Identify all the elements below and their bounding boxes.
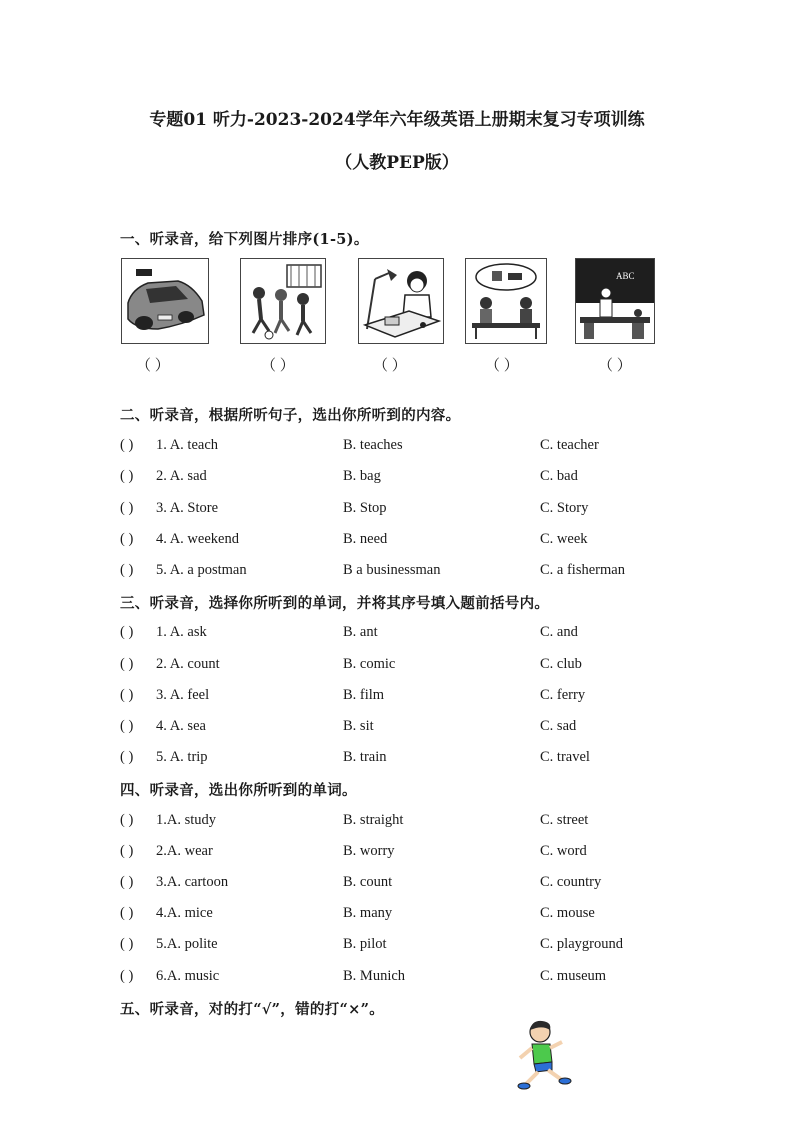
option-b: B. straight — [343, 812, 404, 828]
section2-heading: 二、听录音，根据所听句子，选出你所听到的内容。 — [120, 407, 461, 424]
option-a: 2. A. count — [156, 656, 220, 672]
answer-paren[interactable]: ( ) — [120, 874, 134, 890]
answer-paren[interactable]: ( ) — [120, 968, 134, 984]
question-row — [120, 936, 680, 958]
page-title: 专题01 听力-2023-2024学年六年级英语上册期末复习专项训练 — [149, 110, 645, 130]
option-c: C. street — [540, 812, 589, 828]
option-b: B. worry — [343, 843, 395, 859]
option-b: B. film — [343, 687, 385, 703]
option-a: 5. A. trip — [156, 749, 208, 765]
option-b: B a businessman — [343, 562, 441, 578]
option-b: B. train — [343, 749, 387, 765]
question-row — [120, 468, 680, 490]
answer-blank-3[interactable]: （ ） — [373, 358, 407, 374]
option-b: B. pilot — [343, 936, 387, 952]
option-b: B. comic — [343, 656, 396, 672]
option-c: C. playground — [540, 936, 623, 952]
option-c: C. club — [540, 656, 582, 672]
question-row — [120, 437, 680, 459]
section1-heading: 一、听录音，给下列图片排序(1-5)。 — [120, 231, 369, 248]
friends-talking-picture — [465, 258, 547, 344]
answer-paren[interactable]: ( ) — [120, 500, 134, 516]
question-row — [120, 562, 680, 584]
option-a: 2.A. wear — [156, 843, 213, 859]
answer-paren[interactable]: ( ) — [120, 624, 134, 640]
section4-heading: 四、听录音，选出你所听到的单词。 — [120, 782, 357, 799]
answer-paren[interactable]: ( ) — [120, 531, 134, 547]
option-a: 1. A. ask — [156, 624, 207, 640]
answer-blank-2[interactable]: （ ） — [261, 358, 295, 374]
option-b: B. bag — [343, 468, 381, 484]
option-c: C. Story — [540, 500, 589, 516]
option-c: C. a fisherman — [540, 562, 625, 578]
running-boy-picture — [512, 1018, 572, 1096]
option-c: C. bad — [540, 468, 578, 484]
answer-blank-1[interactable]: （ ） — [136, 358, 170, 374]
question-row — [120, 531, 680, 553]
option-b: B. count — [343, 874, 393, 890]
option-c: C. sad — [540, 718, 577, 734]
kids-playing-football-picture — [240, 258, 326, 344]
question-row — [120, 624, 680, 646]
question-row — [120, 718, 680, 740]
option-a: 5.A. polite — [156, 936, 218, 952]
page-subtitle: （人教PEP版） — [335, 153, 459, 173]
option-c: C. word — [540, 843, 587, 859]
question-row — [120, 687, 680, 709]
option-c: C. travel — [540, 749, 590, 765]
option-c: C. mouse — [540, 905, 595, 921]
option-c: C. museum — [540, 968, 607, 984]
option-c: C. teacher — [540, 437, 599, 453]
question-row — [120, 812, 680, 834]
option-a: 2. A. sad — [156, 468, 207, 484]
option-c: C. country — [540, 874, 602, 890]
section5-heading: 五、听录音，对的打“√”，错的打“×”。 — [120, 1001, 385, 1018]
question-row — [120, 968, 680, 990]
option-a: 1. A. teach — [156, 437, 219, 453]
answer-paren[interactable]: ( ) — [120, 437, 134, 453]
question-row — [120, 874, 680, 896]
girl-at-desk-picture — [358, 258, 444, 344]
option-b: B. ant — [343, 624, 378, 640]
option-a: 4. A. sea — [156, 718, 206, 734]
option-c: C. and — [540, 624, 578, 640]
answer-paren[interactable]: ( ) — [120, 562, 134, 578]
option-a: 3. A. feel — [156, 687, 210, 703]
option-a: 4.A. mice — [156, 905, 213, 921]
answer-paren[interactable]: ( ) — [120, 687, 134, 703]
question-row — [120, 500, 680, 522]
answer-paren[interactable]: ( ) — [120, 905, 134, 921]
option-b: B. need — [343, 531, 388, 547]
option-b: B. teaches — [343, 437, 403, 453]
question-row — [120, 905, 680, 927]
option-c: C. ferry — [540, 687, 586, 703]
section3-heading: 三、听录音，选择你所听到的单词，并将其序号填入题前括号内。 — [120, 595, 550, 612]
question-row — [120, 656, 680, 678]
option-b: B. sit — [343, 718, 374, 734]
answer-paren[interactable]: ( ) — [120, 718, 134, 734]
question-row — [120, 843, 680, 865]
answer-paren[interactable]: ( ) — [120, 843, 134, 859]
option-a: 1.A. study — [156, 812, 217, 828]
question-row — [120, 749, 680, 771]
option-a: 5. A. a postman — [156, 562, 247, 578]
answer-blank-5[interactable]: （ ） — [598, 358, 632, 374]
car-picture — [121, 258, 209, 344]
answer-blank-4[interactable]: （ ） — [485, 358, 519, 374]
blackboard-text: ABC — [616, 271, 635, 281]
answer-paren[interactable]: ( ) — [120, 468, 134, 484]
teacher-classroom-picture — [575, 258, 655, 344]
option-c: C. week — [540, 531, 588, 547]
answer-paren[interactable]: ( ) — [120, 656, 134, 672]
answer-paren[interactable]: ( ) — [120, 936, 134, 952]
answer-paren[interactable]: ( ) — [120, 812, 134, 828]
option-b: B. Stop — [343, 500, 387, 516]
option-a: 4. A. weekend — [156, 531, 239, 547]
option-b: B. many — [343, 905, 393, 921]
option-b: B. Munich — [343, 968, 406, 984]
answer-paren[interactable]: ( ) — [120, 749, 134, 765]
option-a: 3.A. cartoon — [156, 874, 229, 890]
option-a: 3. A. Store — [156, 500, 219, 516]
option-a: 6.A. music — [156, 968, 220, 984]
